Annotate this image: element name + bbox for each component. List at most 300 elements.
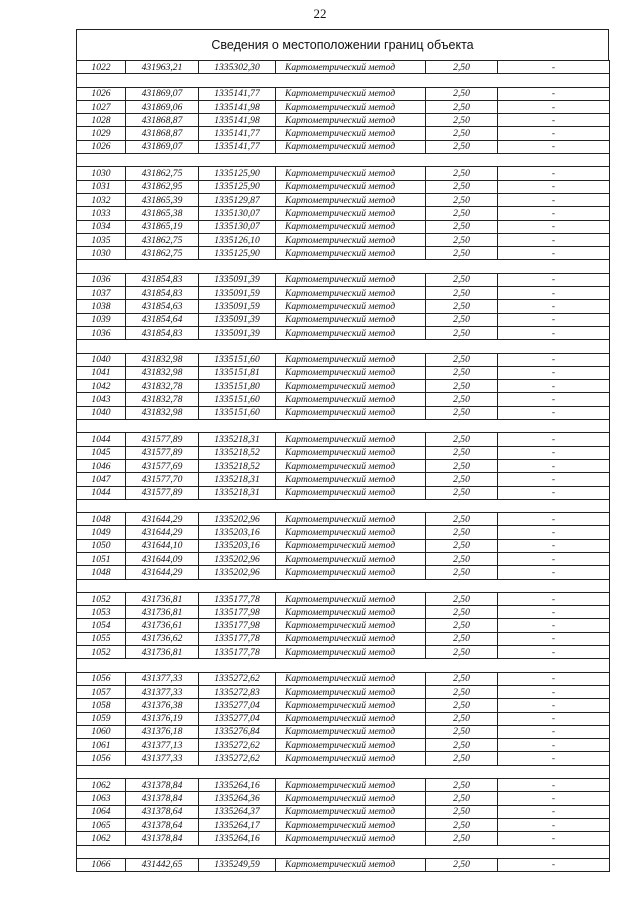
table-row <box>77 486 610 499</box>
method-cell: Картометрический метод <box>276 539 426 552</box>
group-separator-row <box>77 499 610 512</box>
group-separator-cell <box>77 340 610 353</box>
method-cell: Картометрический метод <box>276 792 426 805</box>
note-cell: - <box>498 127 610 140</box>
accuracy-cell: 2,50 <box>426 566 498 579</box>
accuracy-cell: 2,50 <box>426 233 498 246</box>
x-coordinate-cell: 431854,83 <box>126 273 199 286</box>
note-cell: - <box>498 712 610 725</box>
point-number-cell: 1031 <box>77 180 126 193</box>
method-cell: Картометрический метод <box>276 193 426 206</box>
table-row <box>77 632 610 645</box>
y-coordinate-cell: 1335202,96 <box>199 513 276 526</box>
group-separator-cell <box>77 499 610 512</box>
note-cell: - <box>498 273 610 286</box>
y-coordinate-cell: 1335151,80 <box>199 380 276 393</box>
x-coordinate-cell: 431644,10 <box>126 539 199 552</box>
y-coordinate-cell: 1335151,60 <box>199 393 276 406</box>
table-row <box>77 752 610 765</box>
method-cell: Картометрический метод <box>276 167 426 180</box>
accuracy-cell: 2,50 <box>426 433 498 446</box>
y-coordinate-cell: 1335091,59 <box>199 287 276 300</box>
group-separator-row <box>77 154 610 167</box>
method-cell: Картометрический метод <box>276 273 426 286</box>
accuracy-cell: 2,50 <box>426 446 498 459</box>
x-coordinate-cell: 431577,89 <box>126 433 199 446</box>
point-number-cell: 1056 <box>77 672 126 685</box>
table-row <box>77 699 610 712</box>
table-row <box>77 233 610 246</box>
note-cell: - <box>498 539 610 552</box>
x-coordinate-cell: 431865,38 <box>126 207 199 220</box>
note-cell: - <box>498 552 610 565</box>
accuracy-cell: 2,50 <box>426 606 498 619</box>
point-number-cell: 1058 <box>77 699 126 712</box>
table-row <box>77 127 610 140</box>
table-row <box>77 725 610 738</box>
y-coordinate-cell: 1335151,60 <box>199 353 276 366</box>
note-cell: - <box>498 207 610 220</box>
group-separator-cell <box>77 659 610 672</box>
note-cell: - <box>498 114 610 127</box>
accuracy-cell: 2,50 <box>426 100 498 113</box>
point-number-cell: 1062 <box>77 779 126 792</box>
method-cell: Картометрический метод <box>276 353 426 366</box>
accuracy-cell: 2,50 <box>426 739 498 752</box>
note-cell: - <box>498 513 610 526</box>
point-number-cell: 1064 <box>77 805 126 818</box>
note-cell: - <box>498 792 610 805</box>
x-coordinate-cell: 431736,81 <box>126 606 199 619</box>
x-coordinate-cell: 431736,61 <box>126 619 199 632</box>
point-number-cell: 1057 <box>77 685 126 698</box>
x-coordinate-cell: 431832,78 <box>126 380 199 393</box>
y-coordinate-cell: 1335203,16 <box>199 526 276 539</box>
method-cell: Картометрический метод <box>276 632 426 645</box>
y-coordinate-cell: 1335264,37 <box>199 805 276 818</box>
x-coordinate-cell: 431378,84 <box>126 832 199 845</box>
note-cell: - <box>498 739 610 752</box>
x-coordinate-cell: 431862,75 <box>126 167 199 180</box>
table-row <box>77 712 610 725</box>
point-number-cell: 1029 <box>77 127 126 140</box>
table-row <box>77 273 610 286</box>
y-coordinate-cell: 1335218,52 <box>199 446 276 459</box>
table-row <box>77 140 610 153</box>
accuracy-cell: 2,50 <box>426 779 498 792</box>
accuracy-cell: 2,50 <box>426 858 498 871</box>
method-cell: Картометрический метод <box>276 752 426 765</box>
method-cell: Картометрический метод <box>276 725 426 738</box>
y-coordinate-cell: 1335218,52 <box>199 459 276 472</box>
x-coordinate-cell: 431736,81 <box>126 646 199 659</box>
note-cell: - <box>498 486 610 499</box>
y-coordinate-cell: 1335272,62 <box>199 672 276 685</box>
point-number-cell: 1040 <box>77 406 126 419</box>
page-number: 22 <box>313 6 327 21</box>
point-number-cell: 1034 <box>77 220 126 233</box>
y-coordinate-cell: 1335302,30 <box>199 61 276 74</box>
x-coordinate-cell: 431376,19 <box>126 712 199 725</box>
y-coordinate-cell: 1335126,10 <box>199 233 276 246</box>
y-coordinate-cell: 1335091,39 <box>199 326 276 339</box>
x-coordinate-cell: 431736,81 <box>126 592 199 605</box>
x-coordinate-cell: 431832,78 <box>126 393 199 406</box>
point-number-cell: 1046 <box>77 459 126 472</box>
group-separator-row <box>77 260 610 273</box>
note-cell: - <box>498 167 610 180</box>
x-coordinate-cell: 431577,89 <box>126 446 199 459</box>
table-row <box>77 672 610 685</box>
note-cell: - <box>498 300 610 313</box>
y-coordinate-cell: 1335141,77 <box>199 140 276 153</box>
accuracy-cell: 2,50 <box>426 273 498 286</box>
method-cell: Картометрический метод <box>276 672 426 685</box>
group-separator-cell <box>77 765 610 778</box>
method-cell: Картометрический метод <box>276 300 426 313</box>
y-coordinate-cell: 1335218,31 <box>199 473 276 486</box>
note-cell: - <box>498 526 610 539</box>
x-coordinate-cell: 431832,98 <box>126 406 199 419</box>
table-row <box>77 247 610 260</box>
method-cell: Картометрический метод <box>276 699 426 712</box>
point-number-cell: 1036 <box>77 326 126 339</box>
y-coordinate-cell: 1335091,39 <box>199 313 276 326</box>
method-cell: Картометрический метод <box>276 606 426 619</box>
table-row <box>77 473 610 486</box>
note-cell: - <box>498 446 610 459</box>
point-number-cell: 1035 <box>77 233 126 246</box>
y-coordinate-cell: 1335151,60 <box>199 406 276 419</box>
x-coordinate-cell: 431378,64 <box>126 805 199 818</box>
x-coordinate-cell: 431869,06 <box>126 100 199 113</box>
y-coordinate-cell: 1335129,87 <box>199 193 276 206</box>
x-coordinate-cell: 431854,83 <box>126 287 199 300</box>
group-separator-cell <box>77 154 610 167</box>
table-row <box>77 393 610 406</box>
point-number-cell: 1032 <box>77 193 126 206</box>
accuracy-cell: 2,50 <box>426 699 498 712</box>
method-cell: Картометрический метод <box>276 832 426 845</box>
method-cell: Картометрический метод <box>276 326 426 339</box>
table-row <box>77 300 610 313</box>
table-row <box>77 61 610 74</box>
accuracy-cell: 2,50 <box>426 832 498 845</box>
table-row <box>77 433 610 446</box>
group-separator-row <box>77 74 610 87</box>
accuracy-cell: 2,50 <box>426 207 498 220</box>
table-row <box>77 513 610 526</box>
accuracy-cell: 2,50 <box>426 592 498 605</box>
y-coordinate-cell: 1335125,90 <box>199 180 276 193</box>
method-cell: Картометрический метод <box>276 140 426 153</box>
accuracy-cell: 2,50 <box>426 366 498 379</box>
note-cell: - <box>498 140 610 153</box>
table-row <box>77 792 610 805</box>
accuracy-cell: 2,50 <box>426 513 498 526</box>
point-number-cell: 1052 <box>77 592 126 605</box>
table-row <box>77 380 610 393</box>
table-row <box>77 353 610 366</box>
method-cell: Картометрический метод <box>276 566 426 579</box>
method-cell: Картометрический метод <box>276 87 426 100</box>
x-coordinate-cell: 431577,70 <box>126 473 199 486</box>
accuracy-cell: 2,50 <box>426 459 498 472</box>
x-coordinate-cell: 431644,09 <box>126 552 199 565</box>
note-cell: - <box>498 592 610 605</box>
note-cell: - <box>498 685 610 698</box>
x-coordinate-cell: 431865,39 <box>126 193 199 206</box>
method-cell: Картометрический метод <box>276 646 426 659</box>
method-cell: Картометрический метод <box>276 180 426 193</box>
method-cell: Картометрический метод <box>276 220 426 233</box>
y-coordinate-cell: 1335272,62 <box>199 739 276 752</box>
group-separator-cell <box>77 579 610 592</box>
table-row <box>77 779 610 792</box>
point-number-cell: 1050 <box>77 539 126 552</box>
accuracy-cell: 2,50 <box>426 380 498 393</box>
coordinates-table <box>76 60 610 872</box>
x-coordinate-cell: 431854,63 <box>126 300 199 313</box>
note-cell: - <box>498 725 610 738</box>
note-cell: - <box>498 832 610 845</box>
x-coordinate-cell: 431862,95 <box>126 180 199 193</box>
accuracy-cell: 2,50 <box>426 406 498 419</box>
y-coordinate-cell: 1335125,90 <box>199 247 276 260</box>
point-number-cell: 1039 <box>77 313 126 326</box>
point-number-cell: 1065 <box>77 818 126 831</box>
accuracy-cell: 2,50 <box>426 752 498 765</box>
table-row <box>77 167 610 180</box>
method-cell: Картометрический метод <box>276 685 426 698</box>
x-coordinate-cell: 431577,89 <box>126 486 199 499</box>
table-row <box>77 366 610 379</box>
method-cell: Картометрический метод <box>276 858 426 871</box>
point-number-cell: 1048 <box>77 513 126 526</box>
point-number-cell: 1030 <box>77 247 126 260</box>
table-row <box>77 552 610 565</box>
point-number-cell: 1052 <box>77 646 126 659</box>
coordinates-table-body <box>77 61 610 872</box>
accuracy-cell: 2,50 <box>426 61 498 74</box>
point-number-cell: 1041 <box>77 366 126 379</box>
y-coordinate-cell: 1335276,84 <box>199 725 276 738</box>
point-number-cell: 1056 <box>77 752 126 765</box>
group-separator-cell <box>77 74 610 87</box>
point-number-cell: 1063 <box>77 792 126 805</box>
method-cell: Картометрический метод <box>276 552 426 565</box>
table-title: Сведения о местоположении границ объекта <box>76 29 609 60</box>
table-row <box>77 685 610 698</box>
x-coordinate-cell: 431868,87 <box>126 127 199 140</box>
method-cell: Картометрический метод <box>276 526 426 539</box>
point-number-cell: 1037 <box>77 287 126 300</box>
x-coordinate-cell: 431862,75 <box>126 233 199 246</box>
accuracy-cell: 2,50 <box>426 247 498 260</box>
point-number-cell: 1033 <box>77 207 126 220</box>
y-coordinate-cell: 1335177,98 <box>199 619 276 632</box>
accuracy-cell: 2,50 <box>426 193 498 206</box>
method-cell: Картометрический метод <box>276 127 426 140</box>
accuracy-cell: 2,50 <box>426 326 498 339</box>
point-number-cell: 1028 <box>77 114 126 127</box>
note-cell: - <box>498 433 610 446</box>
note-cell: - <box>498 473 610 486</box>
point-number-cell: 1059 <box>77 712 126 725</box>
y-coordinate-cell: 1335272,62 <box>199 752 276 765</box>
note-cell: - <box>498 366 610 379</box>
y-coordinate-cell: 1335091,59 <box>199 300 276 313</box>
x-coordinate-cell: 431869,07 <box>126 87 199 100</box>
x-coordinate-cell: 431644,29 <box>126 526 199 539</box>
y-coordinate-cell: 1335264,36 <box>199 792 276 805</box>
point-number-cell: 1055 <box>77 632 126 645</box>
accuracy-cell: 2,50 <box>426 220 498 233</box>
x-coordinate-cell: 431378,84 <box>126 779 199 792</box>
table-row <box>77 220 610 233</box>
method-cell: Картометрический метод <box>276 406 426 419</box>
method-cell: Картометрический метод <box>276 486 426 499</box>
note-cell: - <box>498 646 610 659</box>
x-coordinate-cell: 431736,62 <box>126 632 199 645</box>
group-separator-cell <box>77 420 610 433</box>
note-cell: - <box>498 818 610 831</box>
point-number-cell: 1047 <box>77 473 126 486</box>
note-cell: - <box>498 233 610 246</box>
table-row <box>77 87 610 100</box>
method-cell: Картометрический метод <box>276 513 426 526</box>
method-cell: Картометрический метод <box>276 207 426 220</box>
note-cell: - <box>498 779 610 792</box>
y-coordinate-cell: 1335141,98 <box>199 100 276 113</box>
note-cell: - <box>498 699 610 712</box>
x-coordinate-cell: 431854,64 <box>126 313 199 326</box>
point-number-cell: 1060 <box>77 725 126 738</box>
note-cell: - <box>498 193 610 206</box>
y-coordinate-cell: 1335177,98 <box>199 606 276 619</box>
point-number-cell: 1027 <box>77 100 126 113</box>
accuracy-cell: 2,50 <box>426 725 498 738</box>
y-coordinate-cell: 1335130,07 <box>199 220 276 233</box>
y-coordinate-cell: 1335177,78 <box>199 632 276 645</box>
y-coordinate-cell: 1335264,16 <box>199 779 276 792</box>
group-separator-cell <box>77 260 610 273</box>
note-cell: - <box>498 858 610 871</box>
y-coordinate-cell: 1335249,59 <box>199 858 276 871</box>
accuracy-cell: 2,50 <box>426 646 498 659</box>
y-coordinate-cell: 1335272,83 <box>199 685 276 698</box>
point-number-cell: 1048 <box>77 566 126 579</box>
accuracy-cell: 2,50 <box>426 818 498 831</box>
group-separator-cell <box>77 845 610 858</box>
accuracy-cell: 2,50 <box>426 486 498 499</box>
point-number-cell: 1026 <box>77 87 126 100</box>
x-coordinate-cell: 431868,87 <box>126 114 199 127</box>
group-separator-row <box>77 845 610 858</box>
y-coordinate-cell: 1335130,07 <box>199 207 276 220</box>
point-number-cell: 1036 <box>77 273 126 286</box>
accuracy-cell: 2,50 <box>426 87 498 100</box>
x-coordinate-cell: 431644,29 <box>126 566 199 579</box>
y-coordinate-cell: 1335177,78 <box>199 646 276 659</box>
accuracy-cell: 2,50 <box>426 539 498 552</box>
x-coordinate-cell: 431862,75 <box>126 247 199 260</box>
point-number-cell: 1051 <box>77 552 126 565</box>
method-cell: Картометрический метод <box>276 247 426 260</box>
point-number-cell: 1026 <box>77 140 126 153</box>
table-row <box>77 832 610 845</box>
table-row <box>77 287 610 300</box>
table-row <box>77 606 610 619</box>
method-cell: Картометрический метод <box>276 100 426 113</box>
x-coordinate-cell: 431963,21 <box>126 61 199 74</box>
x-coordinate-cell: 431832,98 <box>126 366 199 379</box>
note-cell: - <box>498 406 610 419</box>
table-row <box>77 805 610 818</box>
point-number-cell: 1030 <box>77 167 126 180</box>
table-row <box>77 739 610 752</box>
accuracy-cell: 2,50 <box>426 180 498 193</box>
x-coordinate-cell: 431832,98 <box>126 353 199 366</box>
y-coordinate-cell: 1335091,39 <box>199 273 276 286</box>
point-number-cell: 1054 <box>77 619 126 632</box>
note-cell: - <box>498 632 610 645</box>
note-cell: - <box>498 247 610 260</box>
method-cell: Картометрический метод <box>276 114 426 127</box>
accuracy-cell: 2,50 <box>426 140 498 153</box>
method-cell: Картометрический метод <box>276 619 426 632</box>
accuracy-cell: 2,50 <box>426 127 498 140</box>
method-cell: Картометрический метод <box>276 380 426 393</box>
accuracy-cell: 2,50 <box>426 672 498 685</box>
group-separator-row <box>77 340 610 353</box>
x-coordinate-cell: 431377,13 <box>126 739 199 752</box>
accuracy-cell: 2,50 <box>426 300 498 313</box>
table-row <box>77 193 610 206</box>
accuracy-cell: 2,50 <box>426 805 498 818</box>
x-coordinate-cell: 431644,29 <box>126 513 199 526</box>
table-row <box>77 446 610 459</box>
y-coordinate-cell: 1335151,81 <box>199 366 276 379</box>
point-number-cell: 1042 <box>77 380 126 393</box>
point-number-cell: 1061 <box>77 739 126 752</box>
x-coordinate-cell: 431377,33 <box>126 752 199 765</box>
method-cell: Картометрический метод <box>276 592 426 605</box>
point-number-cell: 1053 <box>77 606 126 619</box>
method-cell: Картометрический метод <box>276 739 426 752</box>
note-cell: - <box>498 100 610 113</box>
method-cell: Картометрический метод <box>276 61 426 74</box>
note-cell: - <box>498 61 610 74</box>
accuracy-cell: 2,50 <box>426 287 498 300</box>
boundary-table-sheet <box>76 29 609 872</box>
table-row <box>77 406 610 419</box>
point-number-cell: 1045 <box>77 446 126 459</box>
table-row <box>77 313 610 326</box>
x-coordinate-cell: 431376,38 <box>126 699 199 712</box>
method-cell: Картометрический метод <box>276 233 426 246</box>
note-cell: - <box>498 393 610 406</box>
y-coordinate-cell: 1335202,96 <box>199 552 276 565</box>
point-number-cell: 1022 <box>77 61 126 74</box>
method-cell: Картометрический метод <box>276 805 426 818</box>
y-coordinate-cell: 1335203,16 <box>199 539 276 552</box>
table-row <box>77 180 610 193</box>
accuracy-cell: 2,50 <box>426 313 498 326</box>
method-cell: Картометрический метод <box>276 779 426 792</box>
point-number-cell: 1044 <box>77 433 126 446</box>
y-coordinate-cell: 1335218,31 <box>199 486 276 499</box>
